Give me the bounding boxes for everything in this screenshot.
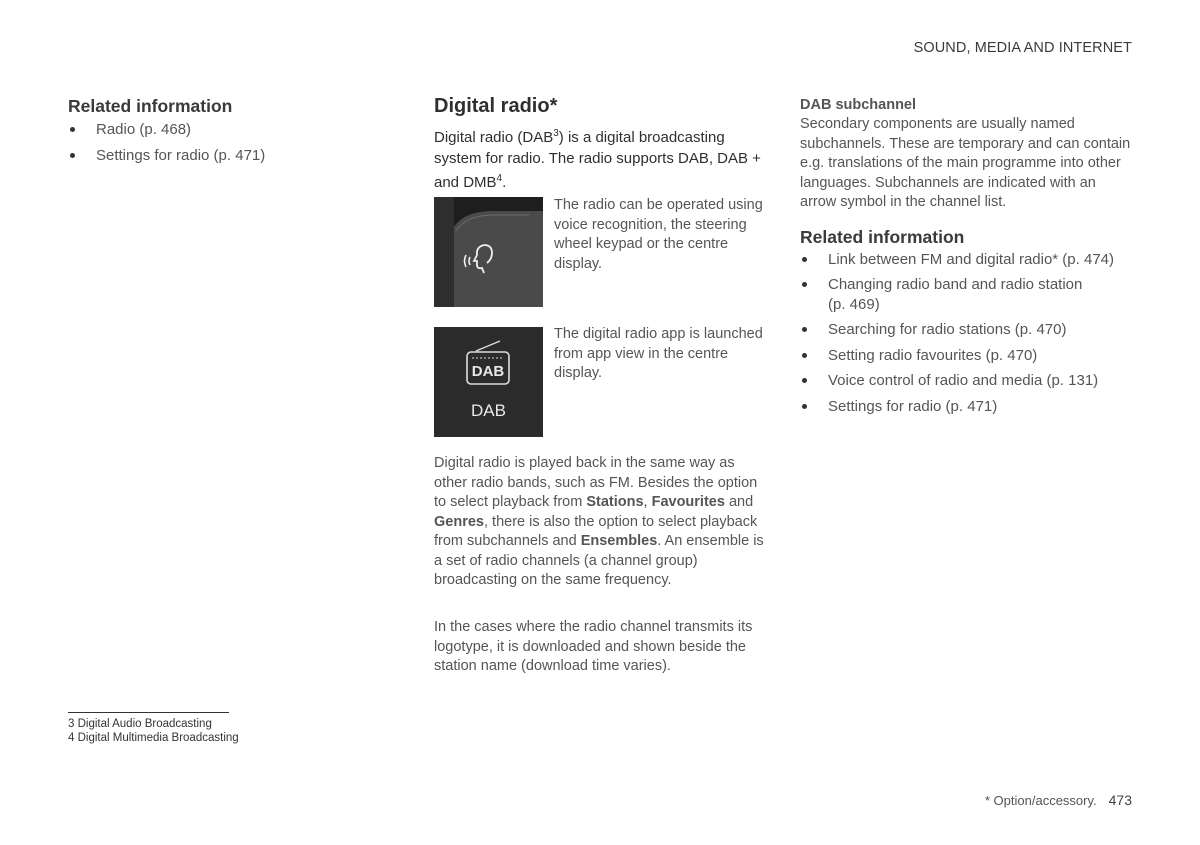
logotype-paragraph: In the cases where the radio channel transmits its logotype, it is downloaded and shown beside the station name (download time varies). — [434, 619, 753, 674]
digital-radio-section — [434, 95, 769, 194]
related-link[interactable]: Voice control of radio and media (p. 131) — [800, 371, 1132, 391]
related-link[interactable]: Settings for radio (p. 471) — [68, 146, 368, 166]
dab-icon-label: DAB — [471, 363, 505, 380]
related-links-list — [68, 120, 368, 165]
voice-icon — [462, 237, 502, 285]
right-related-links-list — [800, 250, 1132, 417]
left-related-info — [68, 96, 368, 171]
dab-app-icon[interactable] — [434, 327, 543, 437]
favourites-label: Favourites — [651, 494, 725, 510]
voice-description: The radio can be operated using voice recognition, the steering wheel keypad or the centre display. — [554, 197, 763, 272]
dab-subchannel-section — [800, 97, 1132, 422]
intro-paragraph: Digital radio (DAB$^3$) is a digital broadcasting system for radio. The radio supports DAB, DAB + and DMB$^4$. — [434, 128, 761, 191]
section-header: SOUND, MEDIA AND INTERNET — [913, 40, 1132, 56]
related-link[interactable]: Searching for radio stations (p. 470) — [800, 320, 1132, 340]
related-link[interactable]: Setting radio favourites (p. 470) — [800, 346, 1132, 366]
voice-button-image — [434, 197, 543, 307]
page-title: Digital radio* — [434, 95, 558, 117]
playback-paragraph: Digital radio is played back in the same way as other radio bands, such as FM. Besides the option to select playback from Stations, Favourites and Genres, there is also the option to select playback from subchannels and Ensembles. An ensemble is a set of radio channels (a channel group) broadcasting on the same frequency. — [434, 455, 764, 588]
related-link[interactable]: Settings for radio (p. 471) — [800, 397, 1132, 417]
option-note: * Option/accessory. — [984, 793, 1097, 808]
page-number: 473 — [1108, 792, 1132, 808]
ensembles-label: Ensembles — [580, 533, 658, 549]
footnote: 3 Digital Audio Broadcasting — [68, 718, 212, 730]
app-description: The digital radio app is launched from app view in the centre display. — [554, 326, 763, 381]
footnote: 4 Digital Multimedia Broadcasting — [68, 732, 239, 744]
related-link[interactable]: Changing radio band and radio station (p. 469) — [800, 275, 1132, 314]
right-related-info-heading: Related information — [800, 226, 965, 247]
page-footer — [985, 792, 1132, 808]
footnote-divider — [68, 712, 229, 713]
stations-label: Stations — [586, 494, 644, 510]
related-info-heading: Related information — [68, 96, 233, 116]
related-link[interactable]: Radio (p. 468) — [68, 120, 368, 140]
subchannel-text: Secondary components are usually named subchannels. These are temporary and can contain e.g. translations of the main programme into other languages. Subchannels are indicated with an arrow symbol in the channel list. — [800, 116, 1131, 210]
dab-icon-caption: DAB — [471, 401, 506, 420]
genres-label: Genres — [434, 513, 484, 530]
related-link[interactable]: Link between FM and digital radio* (p. 474) — [800, 250, 1132, 270]
subchannel-heading: DAB subchannel — [800, 97, 917, 113]
